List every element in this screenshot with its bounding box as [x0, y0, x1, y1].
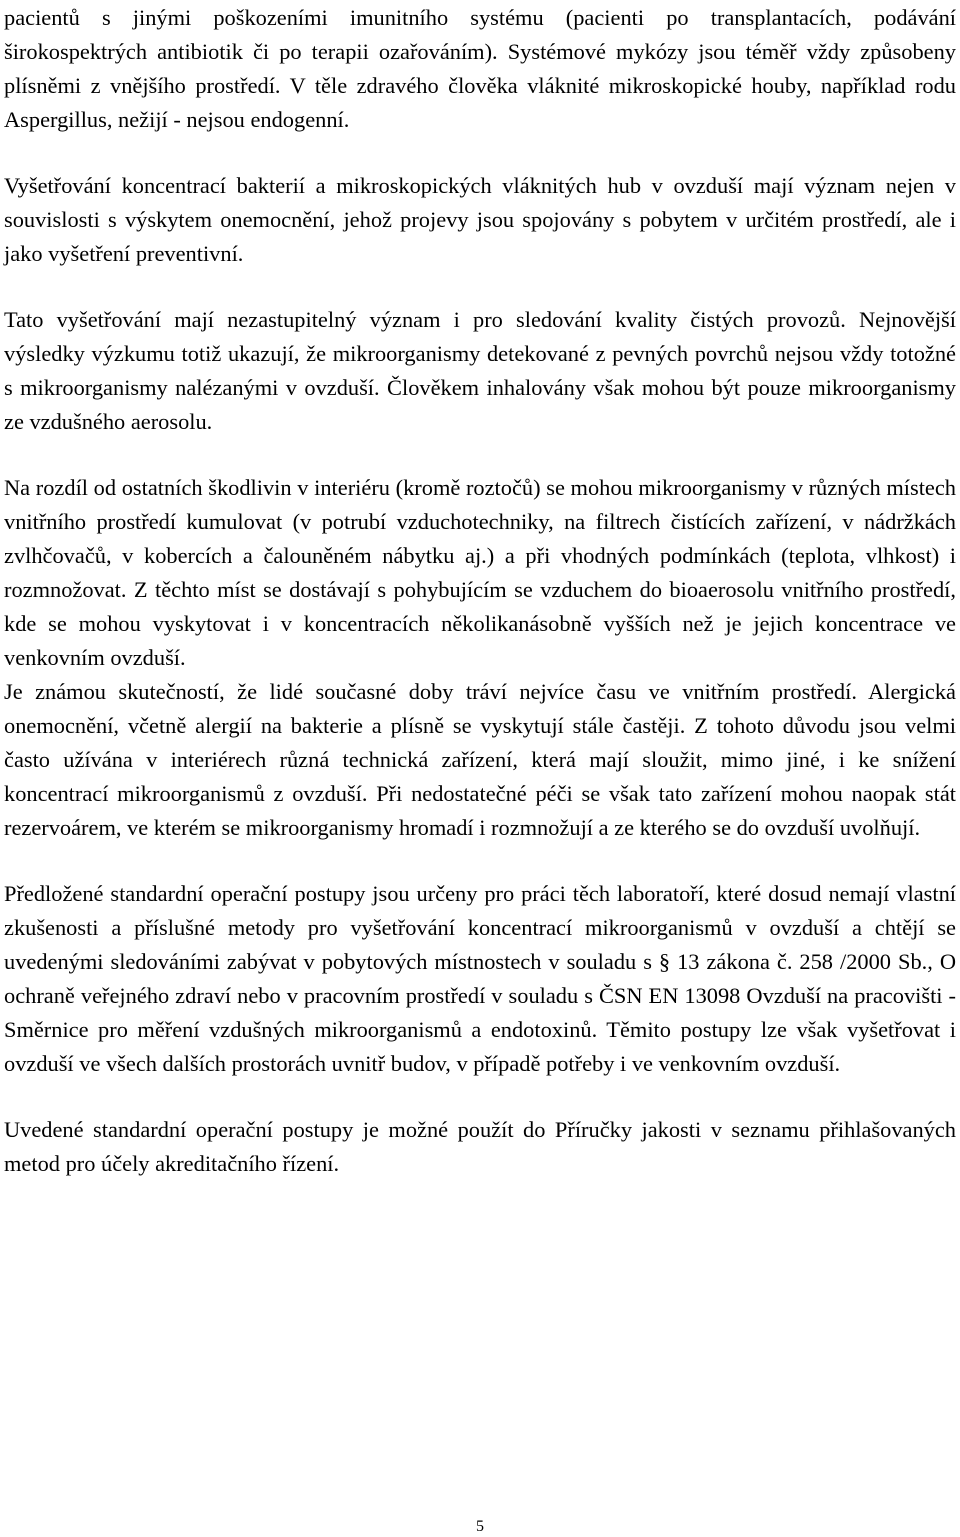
paragraph-quality-manual: Uvedené standardní operační postupy je možné použít do Příručky jakosti v seznamu přihlašovaných metod pro účely akreditačního řízení. — [4, 1117, 956, 1176]
paragraph-gap — [4, 271, 956, 303]
paragraph-indoor-time: Je známou skutečností, že lidé současné doby tráví nejvíce času ve vnitřním prostředí. Alergická onemocnění, včetně alergií na bakterie a plísně se vyskytují stále častěji. Z tohoto důvodu jsou velmi často užívána v interiérech různá technická zařízení, která mají sloužit, mimo jiné, i ke snížení koncentrací mikroorganismů z ovzduší. Při nedostatečné péči se však tato zařízení mohou naopak stát rezervoárem, ve kterém se mikroorganismy hromadí i rozmnožují a ze kterého se do ovzduší uvolňují. — [4, 679, 956, 840]
paragraph-gap — [4, 1081, 956, 1113]
paragraph-gap — [4, 137, 956, 169]
paragraph-standard-procedures: Předložené standardní operační postupy jsou určeny pro práci těch laboratoří, které dosud nemají vlastní zkušenosti a příslušné metody pro vyšetřování koncentrací mikroorganismů v ovzduší a chtějí se uvedenými sledováními zabývat v pobytových místnostech v souladu s § 13 zákona č. 258 /2000 Sb., O ochraně veřejného zdraví nebo v pracovním prostředí v souladu s ČSN EN 13098 Ovzduší na pracovišti - Směrnice pro měření vzdušných mikroorganismů a endotoxinů. Těmito postupy lze však vyšetřovat i ovzduší ve všech dalších prostorách uvnitř budov, v případě potřeby i ve venkovním ovzduší. — [4, 881, 956, 1076]
document-page — [4, 0, 956, 1181]
paragraph-air-examination: Vyšetřování koncentrací bakterií a mikroskopických vláknitých hub v ovzduší mají význam nejen v souvislosti s výskytem onemocnění, jehož projevy jsou spojovány s pobytem v určitém prostředí, ale i jako vyšetření preventivní. — [4, 173, 956, 266]
paragraph-gap — [4, 439, 956, 471]
paragraph-gap — [4, 845, 956, 877]
paragraph-interior-pollutants: Na rozdíl od ostatních škodlivin v interiéru (kromě roztočů) se mohou mikroorganismy v různých místech vnitřního prostředí kumulovat (v potrubí vzduchotechniky, na filtrech čistících zařízení, v nádržkách zvlhčovačů, v kobercích a čalouněném nábytku aj.) a při vhodných podmínkách (teplota, vlhkost) i rozmnožovat. Z těchto míst se dostávají s pohybujícím se vzduchem do bioaerosolu vnitřního prostředí, kde se mohou vyskytovat i v koncentracích několikanásobně vyšších než je jejich koncentrace ve venkovním ovzduší. — [4, 475, 956, 670]
page-number: 5 — [476, 1518, 484, 1535]
paragraph-systemic-mycoses: pacientů s jinými poškozeními imunitního systému (pacienti po transplantacích, podávání širokospektrých antibiotik či po terapii ozařováním). Systémové mykózy jsou téměř vždy způsobeny plísněmi z vnějšího prostředí. V těle zdravého člověka vláknité mikroskopické houby, například rodu Aspergillus, nežijí - nejsou endogenní. — [4, 5, 956, 132]
paragraph-clean-operations: Tato vyšetřování mají nezastupitelný význam i pro sledování kvality čistých provozů. Nejnovější výsledky výzkumu totiž ukazují, že mikroorganismy detekované z pevných povrchů nejsou vždy totožné s mikroorganismy nalézanými v ovzduší. Člověkem inhalovány však mohou být pouze mikroorganismy ze vzdušného aerosolu. — [4, 307, 956, 434]
